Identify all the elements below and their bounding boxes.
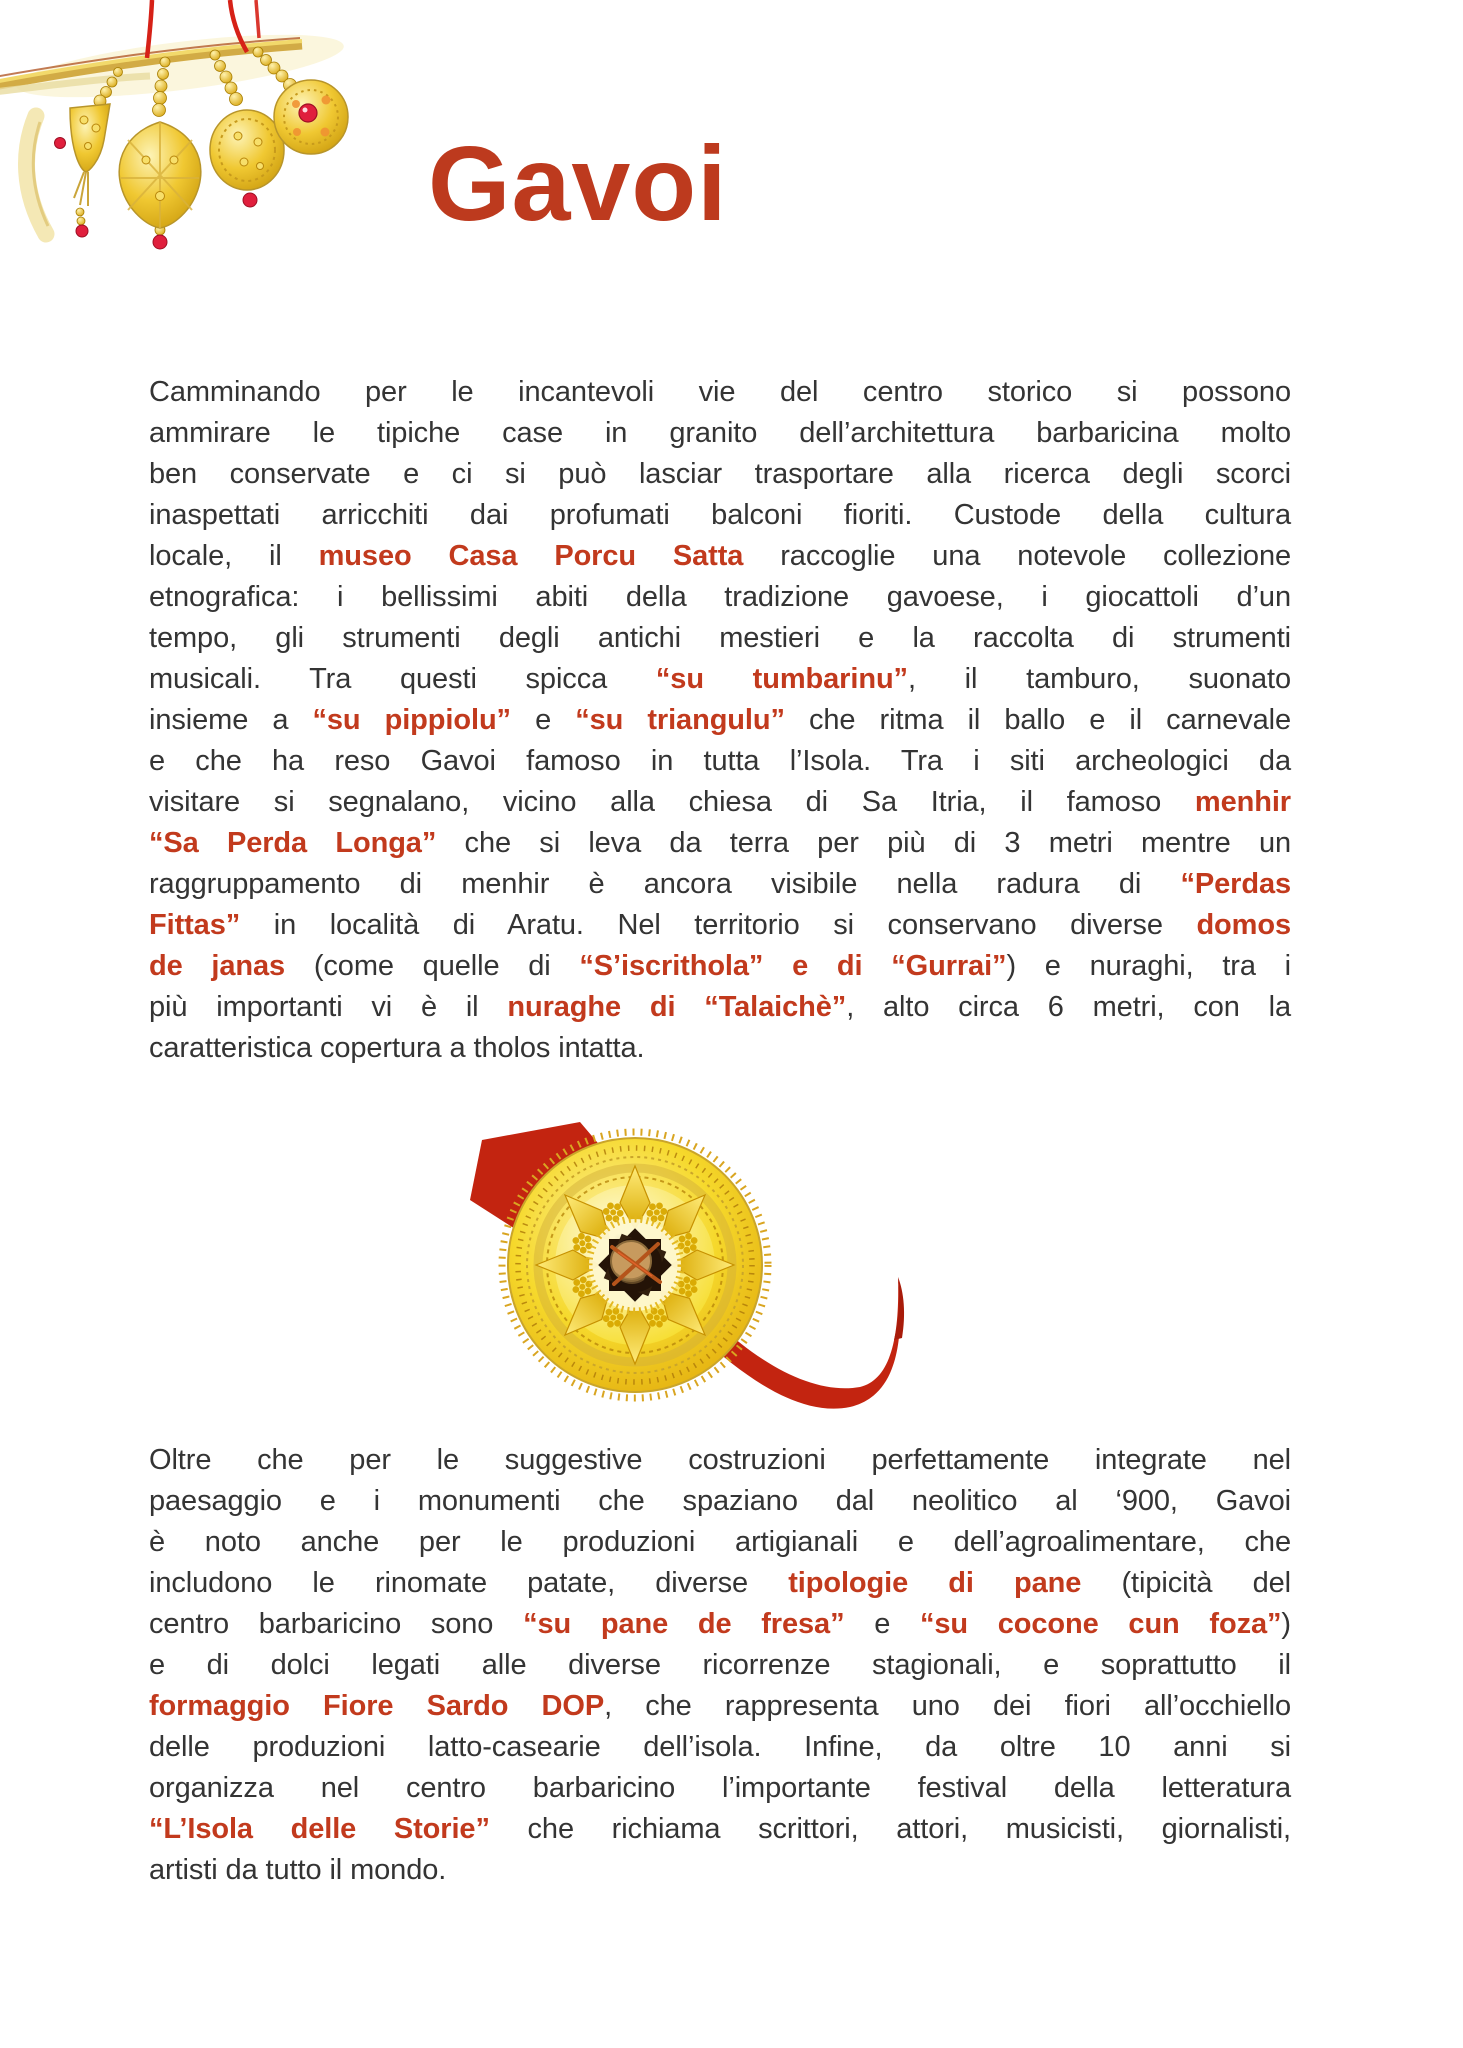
text-segment: e (510, 704, 576, 736)
text-segment: artisti da tutto il mondo. (149, 1854, 447, 1886)
text-line (149, 1563, 1291, 1604)
gold-medallion-ribbon-illustration (430, 1092, 950, 1422)
highlighted-term: “Perdas (1180, 868, 1291, 900)
highlighted-term: “su pippiolu” (312, 704, 511, 736)
text-segment: è noto anche per le produzioni artigianali e dell’agroalimentare, che (149, 1526, 1291, 1558)
text-line (149, 536, 1291, 577)
highlighted-term: “su pane de fresa” (523, 1608, 845, 1640)
text-segment: , il tamburo, suonato (907, 663, 1292, 695)
text-line (149, 864, 1291, 905)
drum-icon (598, 1228, 672, 1302)
gold-button (210, 110, 284, 207)
text-segment: e (844, 1608, 920, 1640)
highlighted-term: de janas (149, 950, 286, 982)
text-segment: in località di Aratu. Nel territorio si conservano diverse (240, 909, 1197, 941)
red-bead (55, 138, 66, 149)
text-line (149, 1028, 1291, 1069)
gold-button (274, 80, 348, 154)
text-line (149, 1522, 1291, 1563)
text-segment: ) e nuraghi, tra i (1006, 950, 1291, 982)
text-segment: (come quelle di (285, 950, 580, 982)
highlighted-term: “L’Isola delle Storie” (149, 1813, 490, 1845)
highlighted-term: tipologie di pane (788, 1567, 1082, 1599)
text-segment: inaspettati arricchiti dai profumati balconi fioriti. Custode della cultura (149, 499, 1291, 531)
text-line (149, 1604, 1291, 1645)
text-segment: centro barbaricino sono (149, 1608, 524, 1640)
text-segment: locale, il (149, 540, 319, 572)
text-segment: (tipicità del (1081, 1567, 1292, 1599)
highlighted-term: museo Casa Porcu Satta (318, 540, 744, 572)
text-line (149, 946, 1291, 987)
text-line (149, 1727, 1291, 1768)
text-line (149, 1768, 1291, 1809)
text-segment: che ritma il ballo e il carnevale (784, 704, 1292, 736)
highlighted-term: “su tumbarinu” (655, 663, 908, 695)
text-line (149, 1809, 1291, 1850)
paragraph-1 (149, 372, 1291, 1069)
text-segment: caratteristica copertura a tholos intatta. (149, 1032, 645, 1064)
text-segment: musicali. Tra questi spicca (149, 663, 656, 695)
gold-filigree-buttons-illustration (0, 0, 390, 270)
text-line (149, 823, 1291, 864)
text-segment: insieme a (149, 704, 313, 736)
red-bead (76, 225, 88, 237)
highlighted-term: domos (1196, 909, 1291, 941)
text-segment: , alto circa 6 metri, con la (846, 991, 1291, 1023)
text-line (149, 741, 1291, 782)
text-segment: Camminando per le incantevoli vie del centro storico si possono (149, 376, 1291, 408)
text-segment: raccoglie una notevole collezione (743, 540, 1292, 572)
highlighted-term: “su cocone cun foza” (919, 1608, 1282, 1640)
text-segment: etnografica: i bellissimi abiti della tradizione gavoese, i giocattoli d’un (149, 581, 1291, 613)
text-segment: delle produzioni latto-casearie dell’isola. Infine, da oltre 10 anni si (149, 1731, 1291, 1763)
paragraph-2 (149, 1440, 1291, 1891)
highlighted-term: nuraghe di “Talaichè” (507, 991, 847, 1023)
red-bead (243, 193, 257, 207)
text-segment: e di dolci legati alle diverse ricorrenze stagionali, e soprattutto il (149, 1649, 1291, 1681)
text-segment: ammirare le tipiche case in granito dell’architettura barbaricina molto (149, 417, 1291, 449)
text-line (149, 495, 1291, 536)
highlighted-term: menhir (1194, 786, 1291, 818)
gold-button (55, 104, 111, 237)
text-segment: che richiama scrittori, attori, musicisti, giornalisti, (489, 1813, 1291, 1845)
text-line (149, 413, 1291, 454)
text-segment: Oltre che per le suggestive costruzioni perfettamente integrate nel (149, 1444, 1291, 1476)
text-line (149, 782, 1291, 823)
text-segment: e che ha reso Gavoi famoso in tutta l’Isola. Tra i siti archeologici da (149, 745, 1291, 777)
highlighted-term: “su triangulu” (575, 704, 785, 736)
text-line (149, 618, 1291, 659)
red-bead (299, 104, 317, 122)
text-line (149, 659, 1291, 700)
text-line (149, 700, 1291, 741)
text-line (149, 1481, 1291, 1522)
text-segment: visitare si segnalano, vicino alla chiesa di Sa Itria, il famoso (149, 786, 1195, 818)
highlighted-term: Fittas” (149, 909, 241, 941)
text-segment: organizza nel centro barbaricino l’importante festival della letteratura (149, 1772, 1291, 1804)
highlighted-term: “S’iscrithola” e di “Gurrai” (579, 950, 1007, 982)
text-segment: , che rappresenta uno dei fiori all’occhiello (604, 1690, 1292, 1722)
text-line (149, 454, 1291, 495)
text-segment: paesaggio e i monumenti che spaziano dal neolitico al ‘900, Gavoi (149, 1485, 1291, 1517)
red-bead (153, 235, 167, 249)
highlighted-term: “Sa Perda Longa” (149, 827, 437, 859)
text-line (149, 905, 1291, 946)
text-segment: più importanti vi è il (149, 991, 508, 1023)
text-segment: che si leva da terra per più di 3 metri mentre un (436, 827, 1291, 859)
text-line (149, 577, 1291, 618)
text-line (149, 372, 1291, 413)
highlighted-term: formaggio Fiore Sardo DOP (149, 1690, 605, 1722)
text-segment: ben conservate e ci si può lasciar trasportare alla ricerca degli scorci (149, 458, 1291, 490)
text-line (149, 1440, 1291, 1481)
text-segment: includono le rinomate patate, diverse (149, 1567, 789, 1599)
text-line (149, 1850, 1291, 1891)
page-title: Gavoi (428, 125, 728, 243)
text-segment: ) (1281, 1608, 1291, 1640)
text-line (149, 1645, 1291, 1686)
text-line (149, 1686, 1291, 1727)
text-segment: tempo, gli strumenti degli antichi mestieri e la raccolta di strumenti (149, 622, 1291, 654)
text-segment: raggruppamento di menhir è ancora visibile nella radura di (149, 868, 1181, 900)
text-line (149, 987, 1291, 1028)
